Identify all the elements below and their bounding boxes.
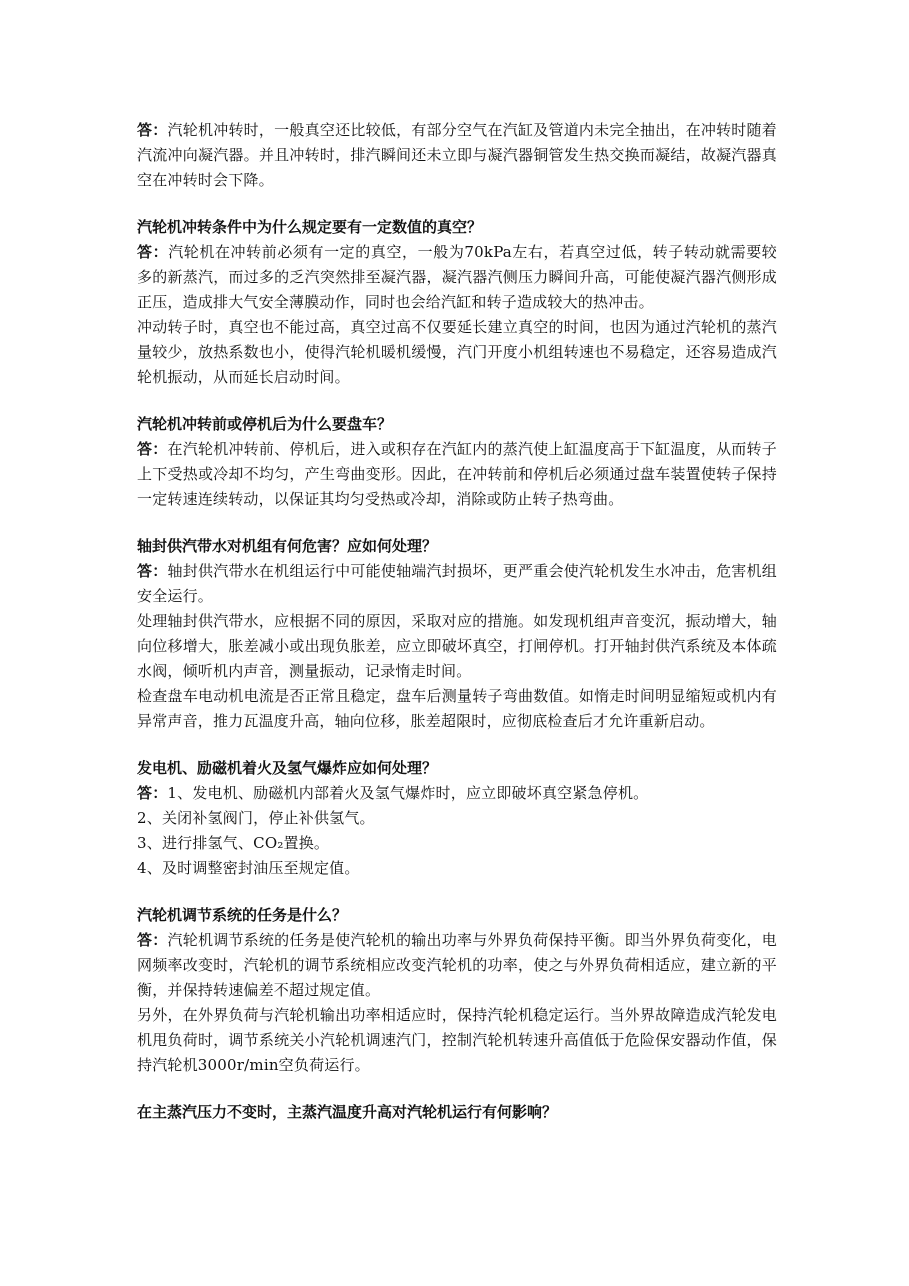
answer-label: 答： [137, 931, 168, 949]
answer-text: 汽轮机冲转时，一般真空还比较低，有部分空气在汽缸及管道内未完全抽出，在冲转时随着汽流冲向凝汽器。并且冲转时，排汽瞬间还未立即与凝汽器铜管发生热交换而凝结，故凝汽器真空在冲转时会下降。 [137, 121, 777, 189]
answer-text: 1、发电机、励磁机内部着火及氢气爆炸时，应立即破坏真空紧急停机。 [167, 784, 649, 802]
answer-list-item: 2、关闭补氢阀门，停止补供氢气。 [137, 809, 375, 827]
answer-text: 汽轮机调节系统的任务是使汽轮机的输出功率与外界负荷保持平衡。即当外界负荷变化，电网频率改变时，汽轮机的调节系统相应改变汽轮机的功率，使之与外界负荷相适应，建立新的平衡，并保持转速偏差不超过规定值。 [137, 931, 777, 999]
section-gap [137, 193, 777, 215]
answer-paragraph: 检查盘车电动机电流是否正常且稳定，盘车后测量转子弯曲数值。如惰走时间明显缩短或机内有异常声音，推力瓦温度升高，轴向位移，胀差超限时，应彻底检查后才允许重新启动。 [137, 687, 777, 730]
answer-paragraph: 处理轴封供汽带水，应根据不同的原因，采取对应的措施。如发现机组声音变沉，振动增大，轴向位移增大，胀差减小或出现负胀差，应立即破坏真空，打闸停机。打开轴封供汽系统及本体疏水阀，倾听机内声音，测量振动，记录惰走时间。 [137, 612, 777, 680]
answer-text: 汽轮机在冲转前必须有一定的真空，一般为70kPa左右，若真空过低，转子转动就需要较多的新蒸汽，而过多的乏汽突然排至凝汽器，凝汽器汽侧压力瞬间升高，可能使凝汽器汽侧形成正压，造成排大气安全薄膜动作，同时也会给汽缸和转子造成较大的热冲击。 [137, 243, 777, 311]
question-heading: 发电机、励磁机着火及氢气爆炸应如何处理？ [137, 759, 438, 777]
answer-text: 轴封供汽带水在机组运行中可能使轴端汽封损坏，更严重会使汽轮机发生水冲击，危害机组安全运行。 [137, 562, 777, 605]
answer-paragraph [137, 240, 777, 315]
answer-label: 答： [137, 440, 168, 458]
answer-paragraph [137, 781, 777, 806]
question-heading: 汽轮机冲转前或停机后为什么要盘车？ [137, 415, 393, 433]
question-heading: 汽轮机调节系统的任务是什么？ [137, 906, 348, 924]
answer-label: 答： [137, 121, 168, 139]
section-gap [137, 512, 777, 534]
answer-paragraph [137, 437, 777, 512]
answer-paragraph: 冲动转子时，真空也不能过高，真空过高不仅要延长建立真空的时间，也因为通过汽轮机的蒸汽量较少，放热系数也小，使得汽轮机暖机缓慢，汽门开度小机组转速也不易稳定，还容易造成汽轮机振动，从而延长启动时间。 [137, 318, 777, 386]
answer-list-item: 3、进行排氢气、CO₂置换。 [137, 834, 330, 852]
section-gap [137, 881, 777, 903]
answer-text: 在汽轮机冲转前、停机后，进入或积存在汽缸内的蒸汽使上缸温度高于下缸温度，从而转子上下受热或冷却不均匀，产生弯曲变形。因此，在冲转前和停机后必须通过盘车装置使转子保持一定转速连续转动，以保证其均匀受热或冷却，消除或防止转子热弯曲。 [137, 440, 777, 508]
answer-paragraph [137, 928, 777, 1003]
answer-label: 答： [137, 562, 168, 580]
document-page [137, 118, 777, 1125]
answer-paragraph [137, 559, 777, 609]
answer-paragraph [137, 118, 777, 193]
answer-list-item: 4、及时调整密封油压至规定值。 [137, 859, 360, 877]
question-heading: 轴封供汽带水对机组有何危害？应如何处理？ [137, 537, 438, 555]
section-gap [137, 734, 777, 756]
answer-label: 答： [137, 784, 168, 802]
answer-label: 答： [137, 243, 169, 261]
section-gap [137, 1078, 777, 1100]
section-gap [137, 390, 777, 412]
question-heading: 在主蒸汽压力不变时，主蒸汽温度升高对汽轮机运行有何影响？ [137, 1103, 558, 1121]
answer-paragraph: 另外，在外界负荷与汽轮机输出功率相适应时，保持汽轮机稳定运行。当外界故障造成汽轮发电机甩负荷时，调节系统关小汽轮机调速汽门，控制汽轮机转速升高值低于危险保安器动作值，保持汽轮机3000r/min空负荷运行。 [137, 1006, 777, 1074]
question-heading: 汽轮机冲转条件中为什么规定要有一定数值的真空？ [137, 218, 483, 236]
